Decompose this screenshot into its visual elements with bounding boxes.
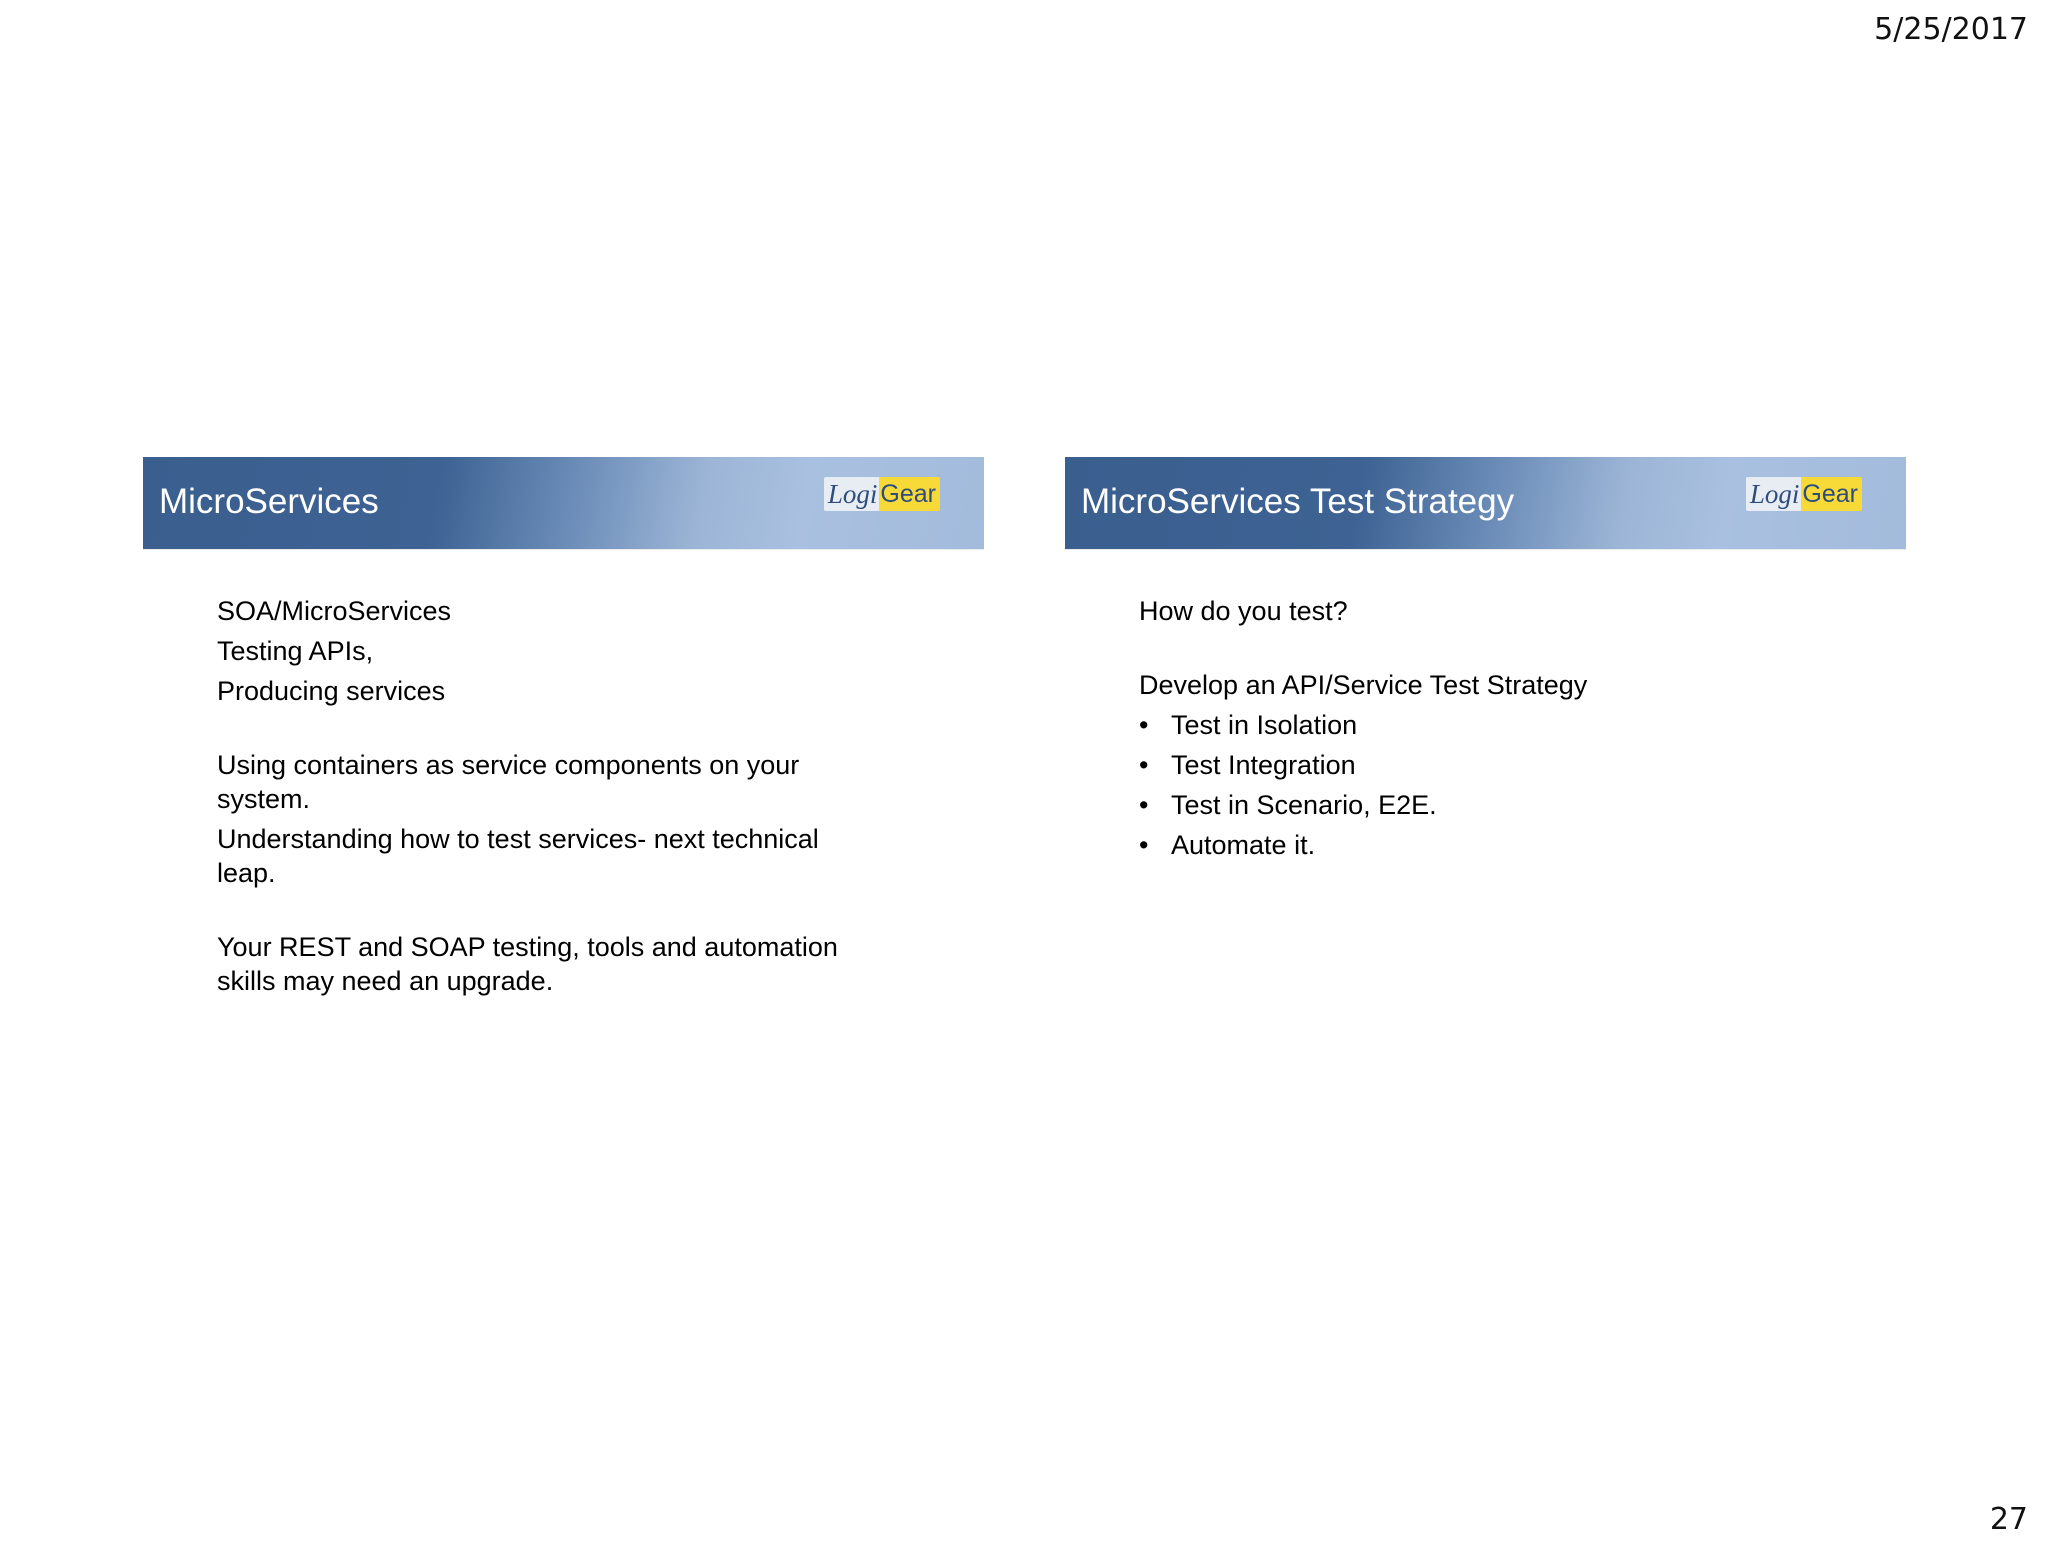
- body-line: Understanding how to test services- next technical leap.: [217, 824, 819, 888]
- bullet-text: Test Integration: [1171, 750, 1356, 780]
- bullet-dot: •: [1139, 830, 1149, 860]
- body-line: Using containers as service components on your system.: [217, 750, 800, 814]
- slide-date: 5/25/2017: [1874, 12, 2028, 47]
- logigear-logo: [824, 477, 940, 511]
- bullet-text: Test in Isolation: [1171, 710, 1358, 740]
- bullet-dot: •: [1139, 710, 1149, 740]
- body-line: Testing APIs,: [217, 636, 374, 666]
- page-number: 27: [1989, 1502, 2028, 1537]
- spacer: [1139, 634, 1839, 668]
- logigear-logo: [1746, 477, 1862, 511]
- slide-title-banner: [1065, 457, 1906, 549]
- bullet-item: [1139, 788, 1839, 822]
- bullet-text: Test in Scenario, E2E.: [1171, 790, 1437, 820]
- bullet-item: [1139, 828, 1839, 862]
- spacer: [217, 896, 867, 930]
- slide-microservices: [143, 457, 984, 996]
- bullet-item: [1139, 748, 1839, 782]
- logo-text-gear: Gear: [1801, 477, 1862, 511]
- bullet-dot: •: [1139, 790, 1149, 820]
- bullet-item: [1139, 708, 1839, 742]
- bullet-dot: •: [1139, 750, 1149, 780]
- body-line: Producing services: [217, 676, 446, 706]
- logo-text-gear: Gear: [879, 477, 940, 511]
- body-line: Develop an API/Service Test Strategy: [1139, 670, 1588, 700]
- slide-body: [217, 594, 867, 1004]
- spacer: [217, 714, 867, 748]
- body-line: Your REST and SOAP testing, tools and automation skills may need an upgrade.: [217, 932, 838, 996]
- slide-body: [1139, 594, 1839, 868]
- body-line: How do you test?: [1139, 596, 1348, 626]
- bullet-text: Automate it.: [1171, 830, 1316, 860]
- slide-test-strategy: [1065, 457, 1906, 860]
- slide-title: MicroServices Test Strategy: [1081, 482, 1515, 521]
- slide-title-banner: [143, 457, 984, 549]
- logo-text-logi: Logi: [1746, 477, 1802, 511]
- logo-text-logi: Logi: [824, 477, 880, 511]
- body-line: SOA/MicroServices: [217, 596, 452, 626]
- slide-title: MicroServices: [159, 482, 379, 521]
